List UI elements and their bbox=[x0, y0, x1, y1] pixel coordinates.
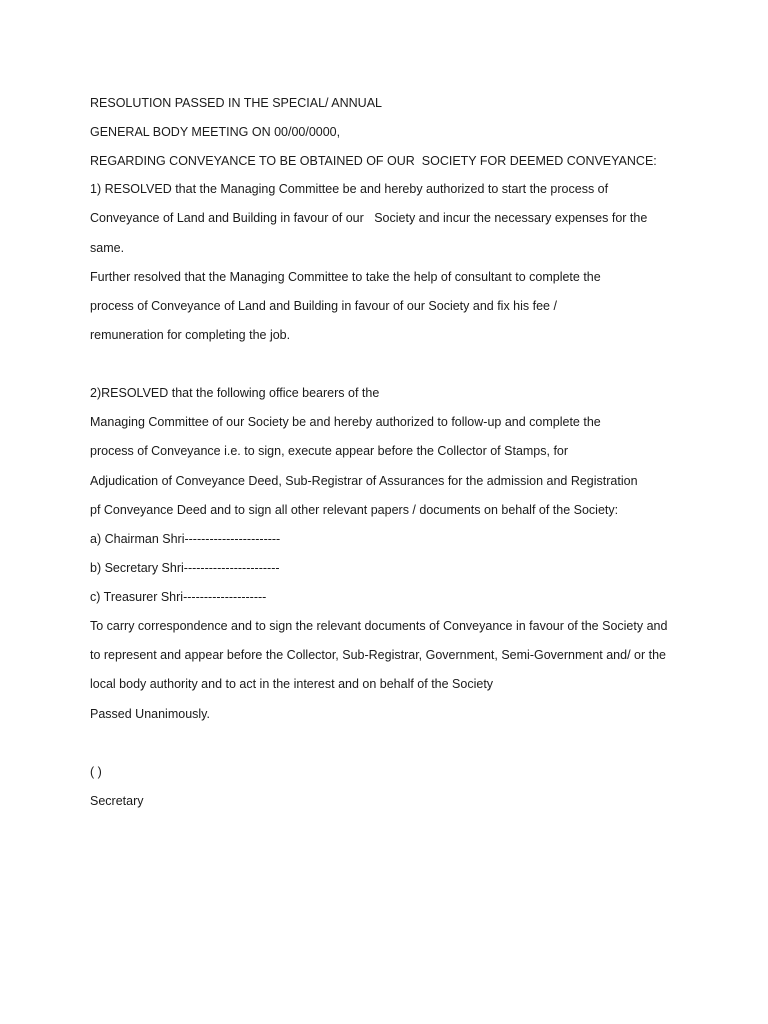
resolution-1-line-1: 1) RESOLVED that the Managing Committee be and hereby authorized to start the process of bbox=[90, 182, 609, 196]
resolution-1-line-2: Conveyance of Land and Building in favour of our Society and incur the necessary expenses for the bbox=[90, 211, 648, 225]
resolution-1-line-6: remuneration for completing the job. bbox=[90, 328, 291, 342]
resolution-2-line-5: pf Conveyance Deed and to sign all other relevant papers / documents on behalf of the Society: bbox=[90, 503, 619, 517]
resolution-2-line-3: process of Conveyance i.e. to sign, execute appear before the Collector of Stamps, for bbox=[90, 444, 569, 458]
resolution-2-line-7: to represent and appear before the Collector, Sub-Registrar, Government, Semi-Government and/ or the bbox=[90, 648, 667, 662]
title-line-3: REGARDING CONVEYANCE TO BE OBTAINED OF OUR SOCIETY FOR DEEMED CONVEYANCE: bbox=[90, 154, 657, 168]
resolution-2-line-6: To carry correspondence and to sign the relevant documents of Conveyance in favour of the Society and bbox=[90, 619, 668, 633]
resolution-2-line-4: Adjudication of Conveyance Deed, Sub-Registrar of Assurances for the admission and Registration bbox=[90, 474, 638, 488]
signature-bracket: ( ) bbox=[90, 765, 102, 779]
bearer-chairman: a) Chairman Shri----------------------- bbox=[90, 532, 281, 546]
resolution-1-line-4: Further resolved that the Managing Committee to take the help of consultant to complete the bbox=[90, 270, 601, 284]
bearer-secretary: b) Secretary Shri----------------------- bbox=[90, 561, 280, 575]
title-line-1: RESOLUTION PASSED IN THE SPECIAL/ ANNUAL bbox=[90, 96, 382, 110]
resolution-2-line-8: local body authority and to act in the interest and on behalf of the Society bbox=[90, 677, 494, 691]
bearer-treasurer: c) Treasurer Shri-------------------- bbox=[90, 590, 267, 604]
passed-unanimously: Passed Unanimously. bbox=[90, 707, 210, 721]
resolution-1-line-5: process of Conveyance of Land and Building in favour of our Society and fix his fee / bbox=[90, 299, 557, 313]
signatory-title: Secretary bbox=[90, 794, 144, 808]
resolution-2-line-1: 2)RESOLVED that the following office bearers of the bbox=[90, 386, 380, 400]
resolution-1-line-3: same. bbox=[90, 241, 125, 255]
title-line-2: GENERAL BODY MEETING ON 00/00/0000, bbox=[90, 125, 341, 139]
resolution-2-line-2: Managing Committee of our Society be and hereby authorized to follow-up and complete the bbox=[90, 415, 601, 429]
